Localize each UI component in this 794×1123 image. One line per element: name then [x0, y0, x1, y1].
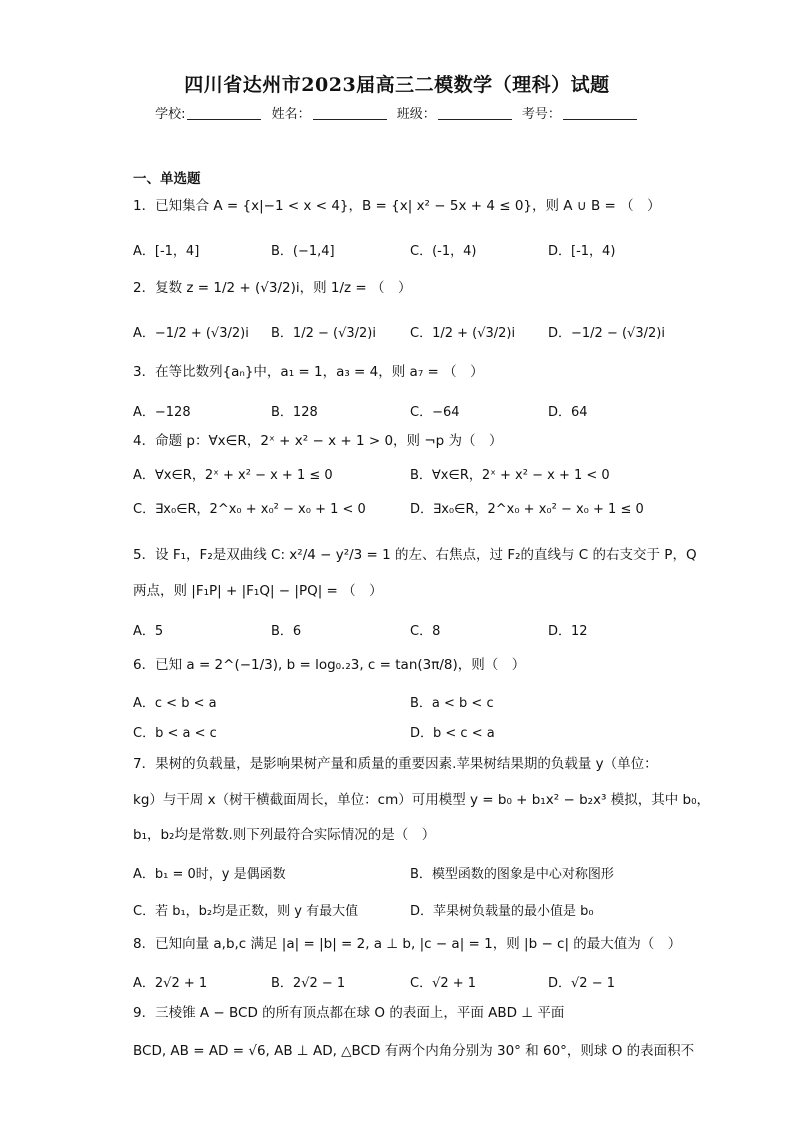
- q1-option-c: C．(-1，4): [410, 244, 477, 259]
- q7-option-d: D．苹果树负载量的最小值是 b₀: [410, 904, 594, 919]
- q3-option-b: B．128: [271, 405, 318, 420]
- q3-option-d: D．64: [548, 405, 588, 420]
- q3-option-a: A．−128: [133, 405, 191, 420]
- class-blank: [438, 107, 512, 120]
- school-label: 学校:: [155, 107, 186, 122]
- q2-option-b: B．1/2 − (√3/2)i: [271, 326, 376, 341]
- question-5-line-2: 两点，则 |F₁P| + |F₁Q| − |PQ| = （ ）: [133, 583, 383, 599]
- q6-option-a: A．c < b < a: [133, 696, 217, 711]
- q5-option-c: C．8: [410, 624, 441, 639]
- q4-option-b: B．∀x∈R，2ˣ + x² − x + 1 < 0: [410, 468, 610, 483]
- school-blank: [187, 107, 261, 120]
- student-info-line: [0, 103, 794, 122]
- q4-option-c: C．∃x₀∈R，2^x₀ + x₀² − x₀ + 1 < 0: [133, 502, 366, 517]
- question-5: 5．设 F₁，F₂是双曲线 C: x²/4 − y²/3 = 1 的左、右焦点，过 F₂的直线与 C 的右支交于 P，Q: [133, 547, 697, 563]
- q2-option-c: C．1/2 + (√3/2)i: [410, 326, 516, 341]
- question-4: 4．命题 p：∀x∈R，2ˣ + x² − x + 1 > 0，则 ¬p 为（ ）: [133, 433, 503, 449]
- q6-option-b: B．a < b < c: [410, 696, 494, 711]
- number-blank: [563, 107, 637, 120]
- question-1: 1．已知集合 A = {x|−1 < x < 4}，B = {x| x² − 5x + 4 ≤ 0}，则 A ∪ B = （ ）: [133, 198, 661, 214]
- section-heading: 一、单选题: [133, 171, 201, 187]
- q6-option-d: D．b < c < a: [410, 726, 495, 741]
- q3-option-c: C．−64: [410, 405, 460, 420]
- q7-option-b: B．模型函数的图象是中心对称图形: [410, 867, 614, 882]
- question-7-line-3: b₁，b₂均是常数.则下列最符合实际情况的是（ ）: [133, 827, 436, 843]
- q5-option-a: A．5: [133, 624, 164, 639]
- q8-option-d: D．√2 − 1: [548, 976, 615, 991]
- q7-option-a: A．b₁ = 0时，y 是偶函数: [133, 867, 286, 882]
- q6-option-c: C．b < a < c: [133, 726, 217, 741]
- question-7: 7．果树的负载量，是影响果树产量和质量的重要因素.苹果树结果期的负载量 y（单位：: [133, 756, 658, 772]
- q8-option-a: A．2√2 + 1: [133, 976, 208, 991]
- question-3: 3．在等比数列{aₙ}中，a₁ = 1，a₃ = 4，则 a₇ = （ ）: [133, 364, 484, 380]
- q1-option-a: A．[-1，4]: [133, 244, 200, 259]
- question-9: 9．三棱锥 A − BCD 的所有顶点都在球 O 的表面上，平面 ABD ⊥ 平面: [133, 1005, 565, 1021]
- name-blank: [313, 107, 387, 120]
- q7-option-c: C．若 b₁，b₂均是正数，则 y 有最大值: [133, 904, 359, 919]
- q4-option-d: D．∃x₀∈R，2^x₀ + x₀² − x₀ + 1 ≤ 0: [410, 502, 644, 517]
- question-8: 8．已知向量 a,b,c 满足 |a| = |b| = 2, a ⊥ b, |c − a| = 1，则 |b − c| 的最大值为（ ）: [133, 936, 682, 952]
- name-label: 姓名：: [271, 107, 311, 122]
- q8-option-b: B．2√2 − 1: [271, 976, 346, 991]
- number-label: 考号：: [521, 107, 561, 122]
- q2-option-a: A．−1/2 + (√3/2)i: [133, 326, 249, 341]
- q4-option-a: A．∀x∈R，2ˣ + x² − x + 1 ≤ 0: [133, 468, 333, 483]
- q2-option-d: D．−1/2 − (√3/2)i: [548, 326, 665, 341]
- q5-option-d: D．12: [548, 624, 588, 639]
- question-7-line-2: kg）与干周 x（树干横截面周长，单位：cm）可用模型 y = b₀ + b₁x² − b₂x³ 模拟，其中 b₀，: [133, 792, 711, 808]
- question-9-line-2: BCD, AB = AD = √6, AB ⊥ AD, △BCD 有两个内角分别为 30° 和 60°，则球 O 的表面积不: [133, 1043, 695, 1059]
- page-title: 四川省达州市2023届高三二模数学（理科）试题: [184, 74, 610, 96]
- question-6: 6．已知 a = 2^(−1/3), b = log₀.₂3, c = tan(3π/8)，则（ ）: [133, 657, 526, 673]
- q1-option-d: D．[-1，4): [548, 244, 616, 259]
- class-label: 班级：: [396, 107, 436, 122]
- q1-option-b: B．(−1,4]: [271, 244, 335, 259]
- q5-option-b: B．6: [271, 624, 302, 639]
- question-2: 2．复数 z = 1/2 + (√3/2)i，则 1/z = （ ）: [133, 280, 412, 296]
- q8-option-c: C．√2 + 1: [410, 976, 477, 991]
